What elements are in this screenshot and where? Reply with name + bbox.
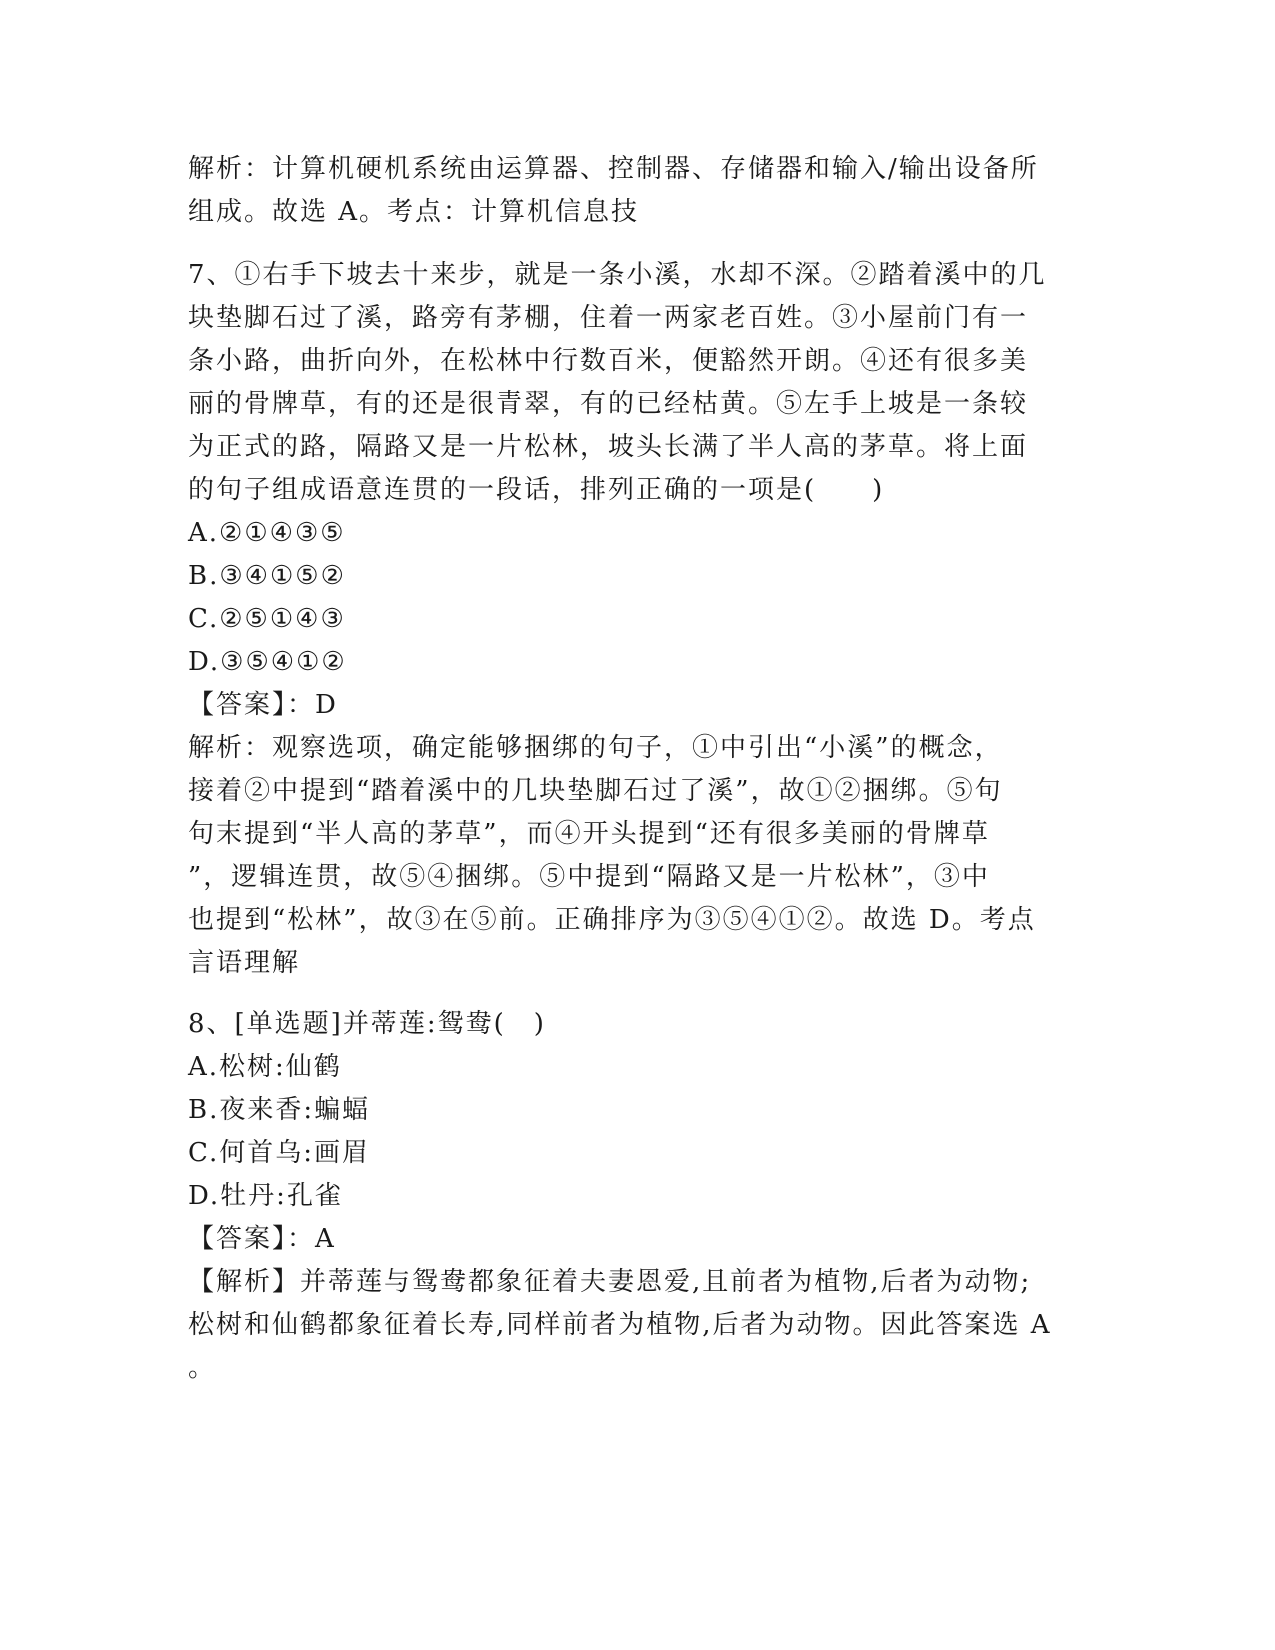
- explanation-line: 解析：观察选项，确定能够捆绑的句子，①中引出“小溪”的概念，: [188, 733, 1003, 763]
- question-stem-line: 的句子组成语意连贯的一段话，排列正确的一项是( ): [188, 475, 885, 505]
- option-a: A.②①④③⑤: [188, 518, 346, 548]
- question-stem-line: 为正式的路，隔路又是一片松林，坡头长满了半人高的茅草。将上面: [188, 432, 1029, 462]
- question-stem-line: 7、①右手下坡去十来步，就是一条小溪，水却不深。②踏着溪中的几: [188, 260, 1047, 290]
- explanation-line: 接着②中提到“踏着溪中的几块垫脚石过了溪”，故①②捆绑。⑤句: [188, 776, 1003, 806]
- question-8: [188, 1003, 1088, 1390]
- option-c: C.②⑤①④③: [188, 604, 346, 634]
- explanation-line: 【解析】并蒂莲与鸳鸯都象征着夫妻恩爱,且前者为植物,后者为动物;: [188, 1267, 1032, 1297]
- explanation-line: 。: [188, 1353, 217, 1383]
- explanation-line: 松树和仙鹤都象征着长寿,同样前者为植物,后者为动物。因此答案选 A: [188, 1310, 1052, 1340]
- answer-line: 【答案】：A: [188, 1224, 336, 1254]
- text-line: 解析：计算机硬机系统由运算器、控制器、存储器和输入/输出设备所: [188, 154, 1039, 184]
- previous-explanation: [188, 148, 1088, 234]
- text-line: 组成。故选 A。考点：计算机信息技: [188, 197, 640, 227]
- question-stem-line: 块垫脚石过了溪，路旁有茅棚，住着一两家老百姓。③小屋前门有一: [188, 303, 1029, 333]
- option-b: B.③④①⑤②: [188, 561, 346, 591]
- question-stem-line: 丽的骨牌草，有的还是很青翠，有的已经枯黄。⑤左手上坡是一条较: [188, 389, 1029, 419]
- option-d: D.牡丹:孔雀: [188, 1181, 343, 1211]
- question-stem-line: 条小路，曲折向外，在松林中行数百米，便豁然开朗。④还有很多美: [188, 346, 1029, 376]
- option-b: B.夜来香:蝙蝠: [188, 1095, 371, 1125]
- document-page: [188, 148, 1088, 1390]
- explanation-line: 言语理解: [188, 948, 301, 978]
- option-d: D.③⑤④①②: [188, 647, 347, 677]
- answer-line: 【答案】：D: [188, 690, 338, 720]
- question-7: [188, 254, 1088, 985]
- explanation-line: 句末提到“半人高的茅草”，而④开头提到“还有很多美丽的骨牌草: [188, 819, 990, 849]
- explanation-line: ”，逻辑连贯，故⑤④捆绑。⑤中提到“隔路又是一片松林”，③中: [188, 862, 990, 892]
- explanation-line: 也提到“松林”，故③在⑤前。正确排序为③⑤④①②。故选 D。考点: [188, 905, 1036, 935]
- option-c: C.何首乌:画眉: [188, 1138, 370, 1168]
- question-stem-line: 8、[单选题]并蒂莲:鸳鸯( ): [188, 1009, 546, 1039]
- option-a: A.松树:仙鹤: [188, 1052, 342, 1082]
